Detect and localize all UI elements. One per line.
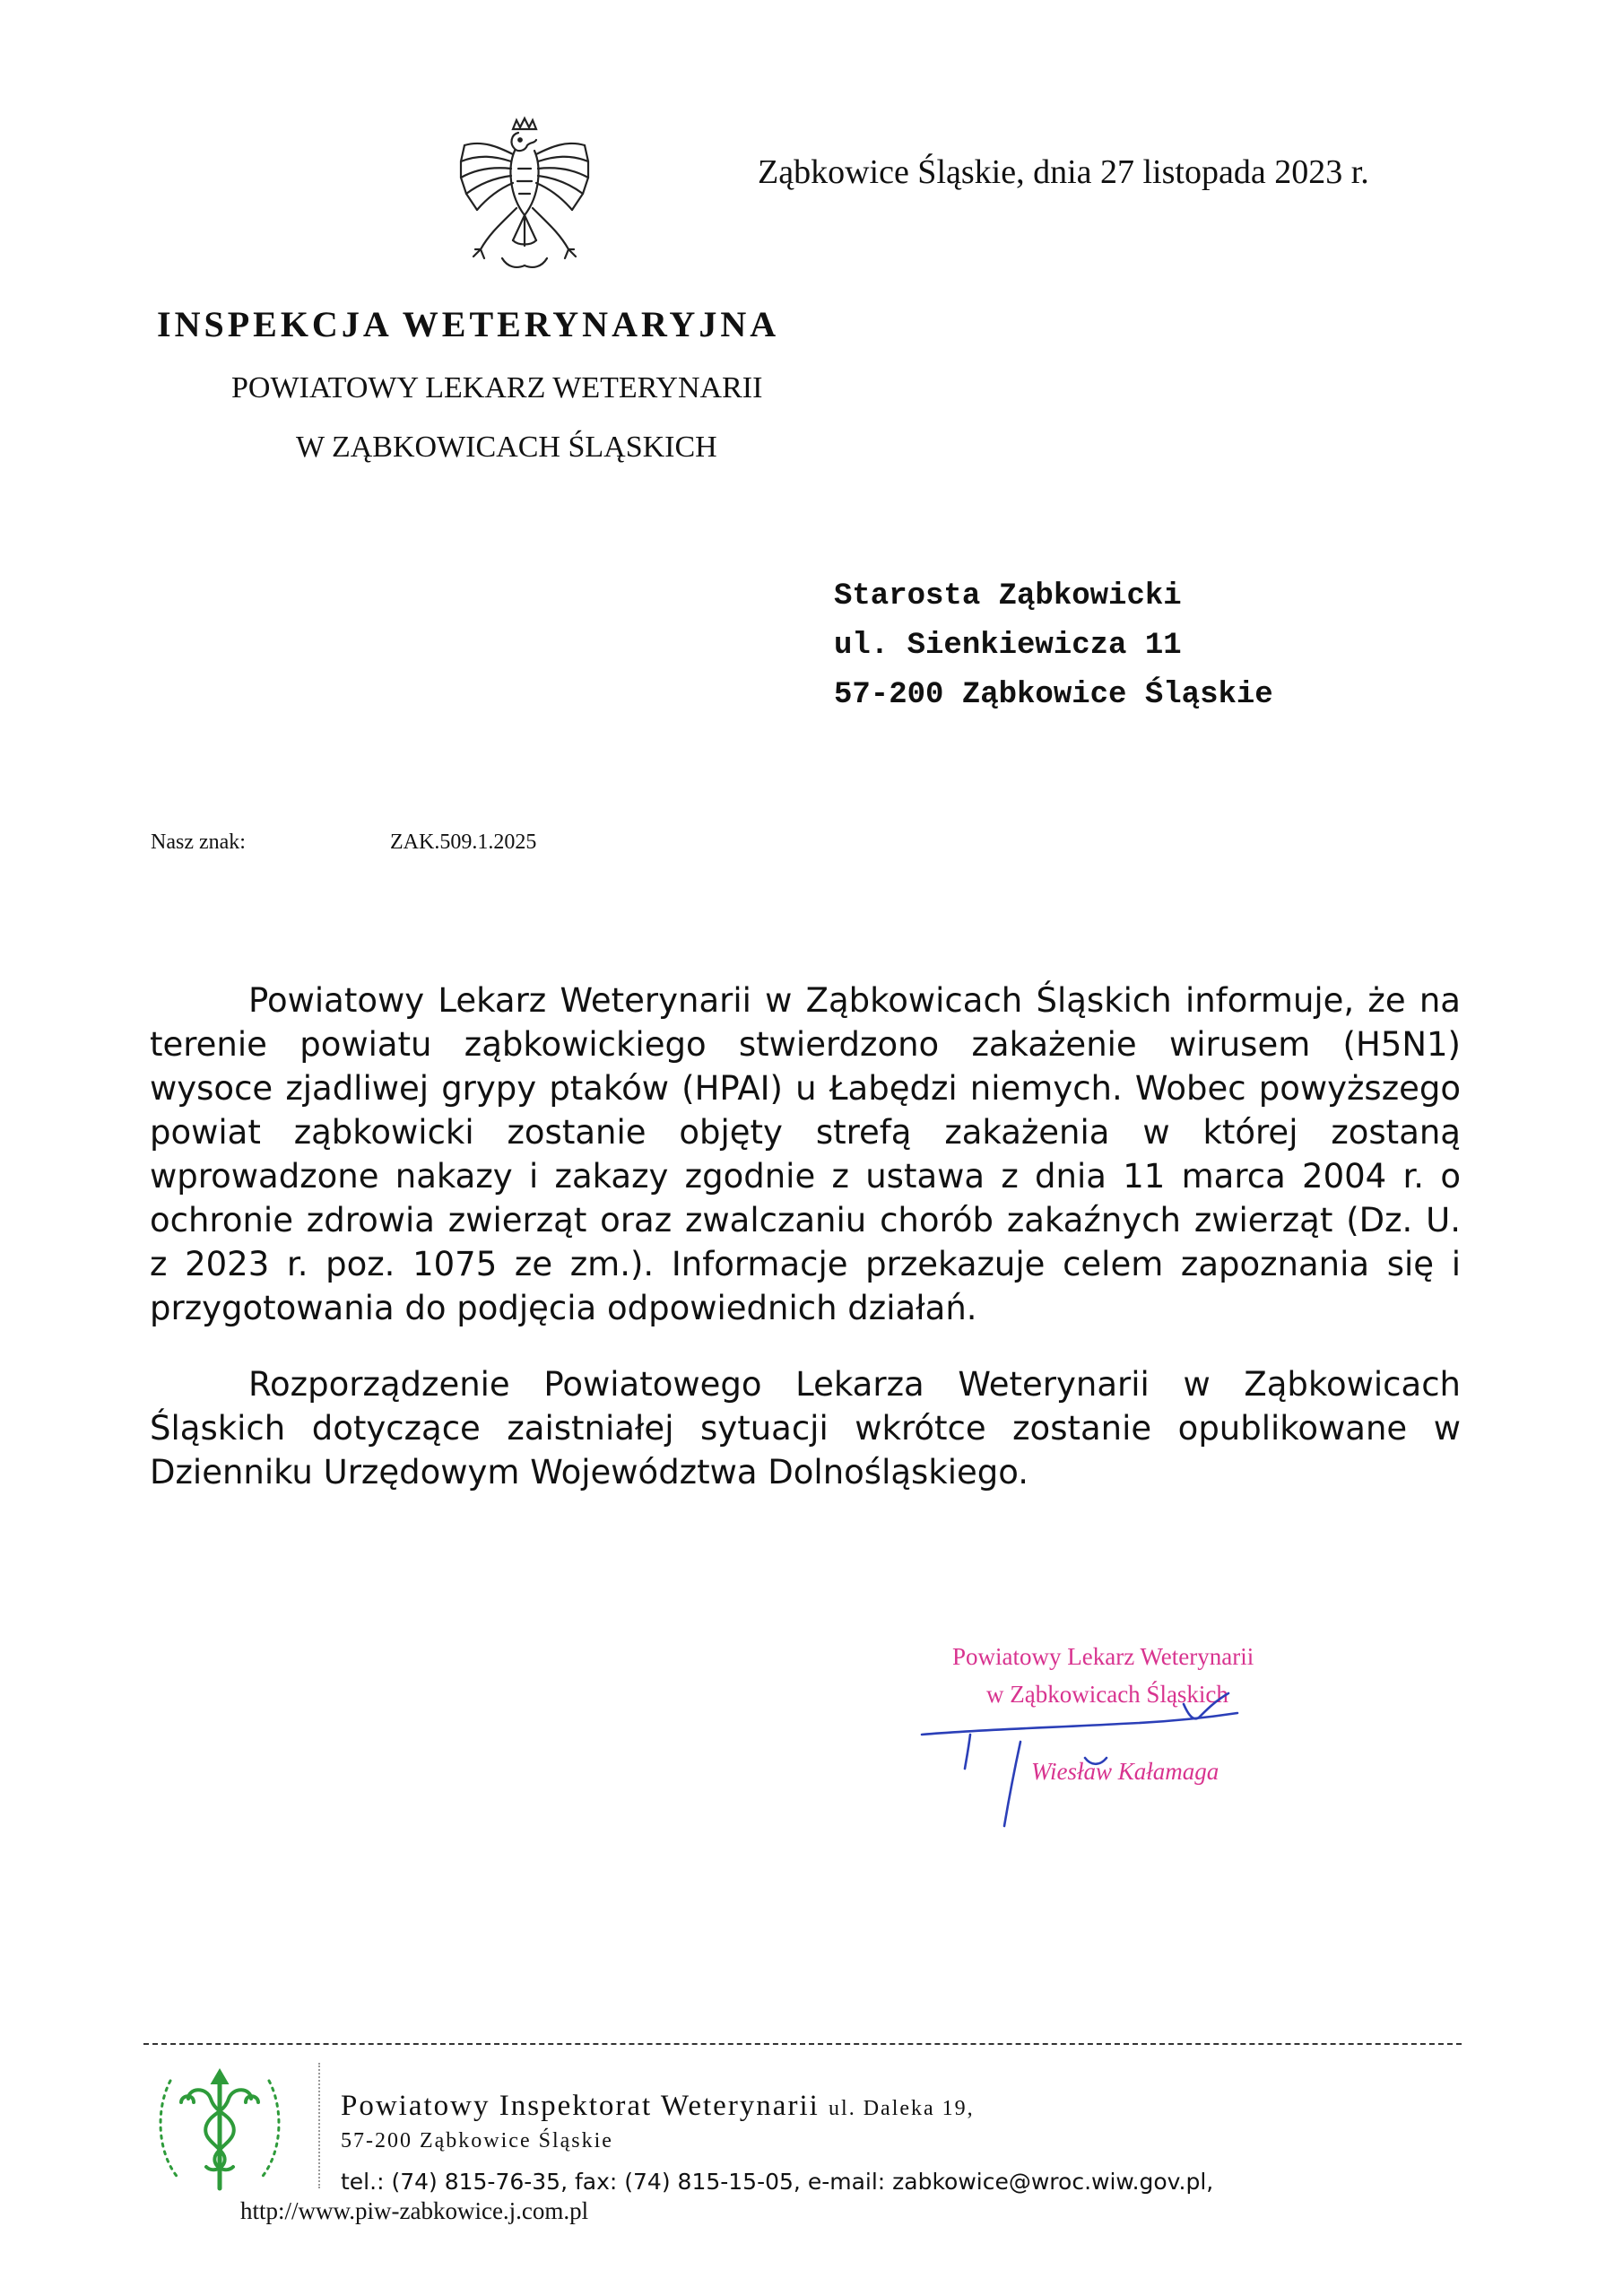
stamp-signatory-name: Wiesław Kałamaga: [1031, 1758, 1219, 1785]
footer-institution-name: Powiatowy Inspektorat Weterynarii: [341, 2090, 820, 2122]
body-paragraph-2: Rozporządzenie Powiatowego Lekarza Weterynarii w Ząbkowicach Śląskich dotyczące zaistniałej sytuacji wkrótce zostanie opublikowane w Dzienniku Urzędowym Województwa Dolnośląskiego.: [150, 1365, 1461, 1492]
organization-subtitle-2: W ZĄBKOWICACH ŚLĄSKICH: [296, 430, 717, 464]
footer-city: 57-200 Ząbkowice Śląskie: [341, 2129, 613, 2152]
footer-vertical-separator: [318, 2063, 320, 2188]
official-stamp-and-signature: [915, 1641, 1309, 1857]
stamp-line-2: w Ząbkowicach Śląskich: [986, 1681, 1228, 1708]
reference-number: ZAK.509.1.2025: [390, 831, 537, 854]
footer-website-link[interactable]: http://www.piw-zabkowice.j.com.pl: [240, 2197, 589, 2224]
body-paragraph-1: Powiatowy Lekarz Weterynarii w Ząbkowicach Śląskich informuje, że na terenie powiatu ząbkowickiego stwierdzono zakażenie wirusem (H5N1) wysoce zjadliwej grypy ptaków (HPAI) u Łabędzi niemych. Wobec powyższego powiat ząbkowicki zostanie objęty strefą zakażenia w której zostaną wprowadzone nakazy i zakazy zgodnie z ustawa z dnia 11 marca 2004 r. o ochronie zdrowia zwierząt oraz zwalczaniu chorób zakaźnych zwierząt (Dz. U. z 2023 r. poz. 1075 ze zm.). Informacje przekazuje celem zapoznania się i przygotowania do podjęcia odpowiednich działań.: [150, 981, 1461, 1327]
recipient-line-2: ul. Sienkiewicza 11: [834, 629, 1182, 663]
footer-street: ul. Daleka 19,: [829, 2097, 975, 2120]
reference-label: Nasz znak:: [151, 831, 246, 854]
organization-subtitle-1: POWIATOWY LEKARZ WETERYNARII: [231, 371, 763, 404]
footer-divider: [143, 2043, 1462, 2045]
place-and-date: Ząbkowice Śląskie, dnia 27 listopada 2023 r.: [758, 153, 1369, 191]
recipient-address: [834, 572, 1273, 720]
footer-institution: [341, 2090, 975, 2123]
stamp-line-1: Powiatowy Lekarz Weterynarii: [952, 1643, 1254, 1670]
footer-contact: tel.: (74) 815-76-35, fax: (74) 815-15-05, e-mail: zabkowice@wroc.wiw.gov.pl,: [341, 2169, 1214, 2195]
polish-eagle-emblem-icon: [448, 115, 601, 281]
handwritten-signature: [915, 1641, 1309, 1857]
recipient-line-1: Starosta Ząbkowicki: [834, 579, 1182, 613]
letter-body: [150, 978, 1461, 1526]
caduceus-logo-icon: [143, 2063, 296, 2197]
organization-title: INSPEKCJA WETERYNARYJNA: [157, 304, 780, 344]
recipient-line-3: 57-200 Ząbkowice Śląskie: [834, 678, 1273, 712]
